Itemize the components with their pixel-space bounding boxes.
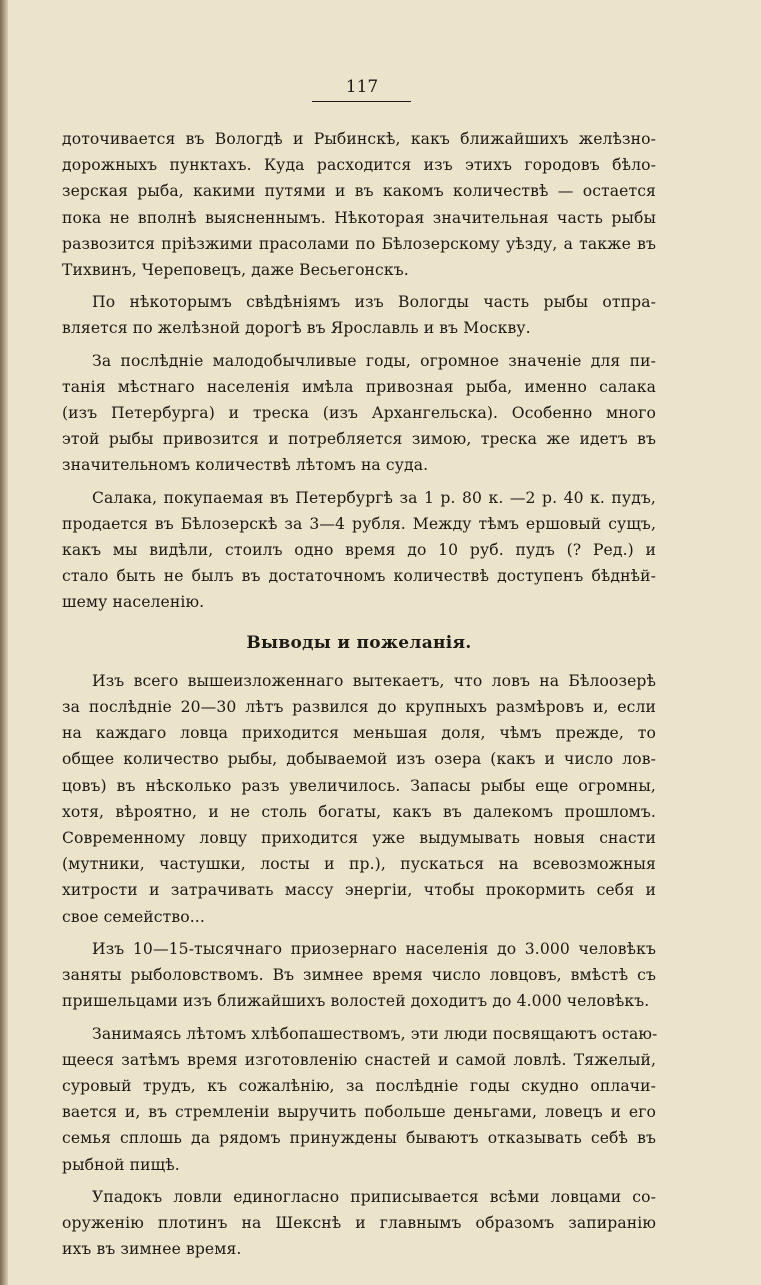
text-line: за послѣднiе 20—30 лѣтъ развился до крупныхъ размѣровъ и, если [62,698,656,717]
text-line: хитрости и затрачивать массу энергiи, чтобы прокормить себя и [62,881,656,900]
text-line: щееся затѣмъ время изготовленiю снастей и самой ловлѣ. Тяжелый, [62,1050,656,1069]
text-line: пришельцами изъ ближайшихъ волостей доходитъ до 4.000 человѣкъ. [62,992,650,1011]
paragraph [62,668,656,930]
text-line: шему населенiю. [62,593,205,612]
text-line: доточивается въ Вологдѣ и Рыбинскѣ, какъ ближайшихъ желѣзно- [62,130,656,148]
page-number: 117 [345,77,379,97]
paragraphs-after-heading [62,668,656,1262]
text-line: Изъ 10—15-тысячнаго приозернаго населенiя до 3.000 человѣкъ [92,939,656,958]
text-line: (изъ Петербурга) и треска (изъ Архангельска). Особенно много [62,404,656,423]
text-line: Салака, покупаемая въ Петербургѣ за 1 р. 80 к. —2 р. 40 к. пудъ, [92,488,656,507]
text-line: За послѣднiе малодобычливые годы, огромное значенiе для пи- [92,351,656,370]
text-line: ихъ въ зимнее время. [62,1240,242,1259]
paragraph [62,289,656,341]
text-line: цовъ) въ нѣсколько разъ увеличилось. Запасы рыбы еще огромны, [62,776,656,795]
paragraph [62,485,656,616]
text-line: этой рыбы привозится и потребляется зимою, треска же идетъ въ [62,430,656,449]
paragraph [62,1021,656,1178]
text-line: дорожныхъ пунктахъ. Куда расходится изъ этихъ городовъ бѣло- [62,156,656,175]
text-line: По нѣкоторымъ свѣдѣнiямъ изъ Вологды часть рыбы отпра- [92,293,656,312]
paragraph [62,126,656,283]
text-line: (мутники, частушки, лосты и пр.), пускаться на всевозможныя [62,855,656,874]
text-line: Изъ всего вышеизложеннаго вытекаетъ, что ловъ на Бѣлоозерѣ [92,671,656,690]
text-line: Занимаясь лѣтомъ хлѣбопашествомъ, эти люди посвящаютъ остаю- [92,1024,658,1043]
text-line: хотя, вѣроятно, и не столь богаты, какъ въ далекомъ прошломъ. [62,802,656,821]
text-line: танiя мѣстнаго населенiя имѣла привозная рыба, именно салака [62,377,656,396]
text-line: Упадокъ ловли единогласно приписывается всѣми ловцами со- [92,1187,656,1206]
page-edge-shadow [0,0,8,1285]
text-line: вается и, въ стремленiи выручить побольше деньгами, ловецъ и его [62,1103,656,1122]
text-line: рыбной пищѣ. [62,1155,180,1174]
paragraph [62,936,656,1015]
text-line: на каждаго ловца приходится меньшая доля, чѣмъ прежде, то [62,724,656,743]
paragraph [62,1184,656,1263]
text-line: Современному ловцу приходится уже выдумывать новыя снасти [62,829,656,848]
paragraph [62,348,656,479]
section-heading: Выводы и пожеланiя. [246,632,472,653]
text-line: зерская рыба, какими путями и въ какомъ количествѣ — остается [62,182,656,201]
text-line: Тихвинъ, Череповецъ, даже Весьегонскъ. [62,261,409,280]
text-line: стало быть не былъ въ достаточномъ количествѣ доступенъ бѣднѣй- [62,567,656,586]
text-line: значительномъ количествѣ лѣтомъ на суда. [62,456,429,475]
text-line: заняты рыболовствомъ. Въ зимнее время число ловцовъ, вмѣстѣ съ [62,966,656,985]
text-line: продается въ Бѣлозерскѣ за 3—4 рубля. Между тѣмъ ершовый сущъ, [62,514,656,533]
main-text [62,126,656,1262]
text-line: суровый трудъ, къ сожалѣнiю, за послѣднiе годы скудно оплачи- [62,1076,656,1095]
text-line: какъ мы видѣли, стоилъ одно время до 10 руб. пудъ (? Ред.) и [62,541,656,560]
text-line: пока не вполнѣ выясненнымъ. Нѣкоторая значительная часть рыбы [62,208,656,227]
text-line: оруженiю плотинъ на Шекснѣ и главнымъ образомъ запиранiю [62,1213,656,1232]
paragraphs-before-heading [62,126,656,616]
text-line: семья сплошь да рядомъ принуждены бываютъ отказывать себѣ въ [62,1129,656,1148]
text-line: общее количество рыбы, добываемой изъ озера (какъ и число лов- [62,750,656,769]
page-number-rule [312,101,411,102]
text-line: свое семейство... [62,907,205,926]
text-line: вляется по желѣзной дорогѣ въ Ярославль и въ Москву. [62,319,531,338]
text-line: развозится прiѣзжими прасолами по Бѣлозерскому уѣзду, а также въ [62,234,656,253]
